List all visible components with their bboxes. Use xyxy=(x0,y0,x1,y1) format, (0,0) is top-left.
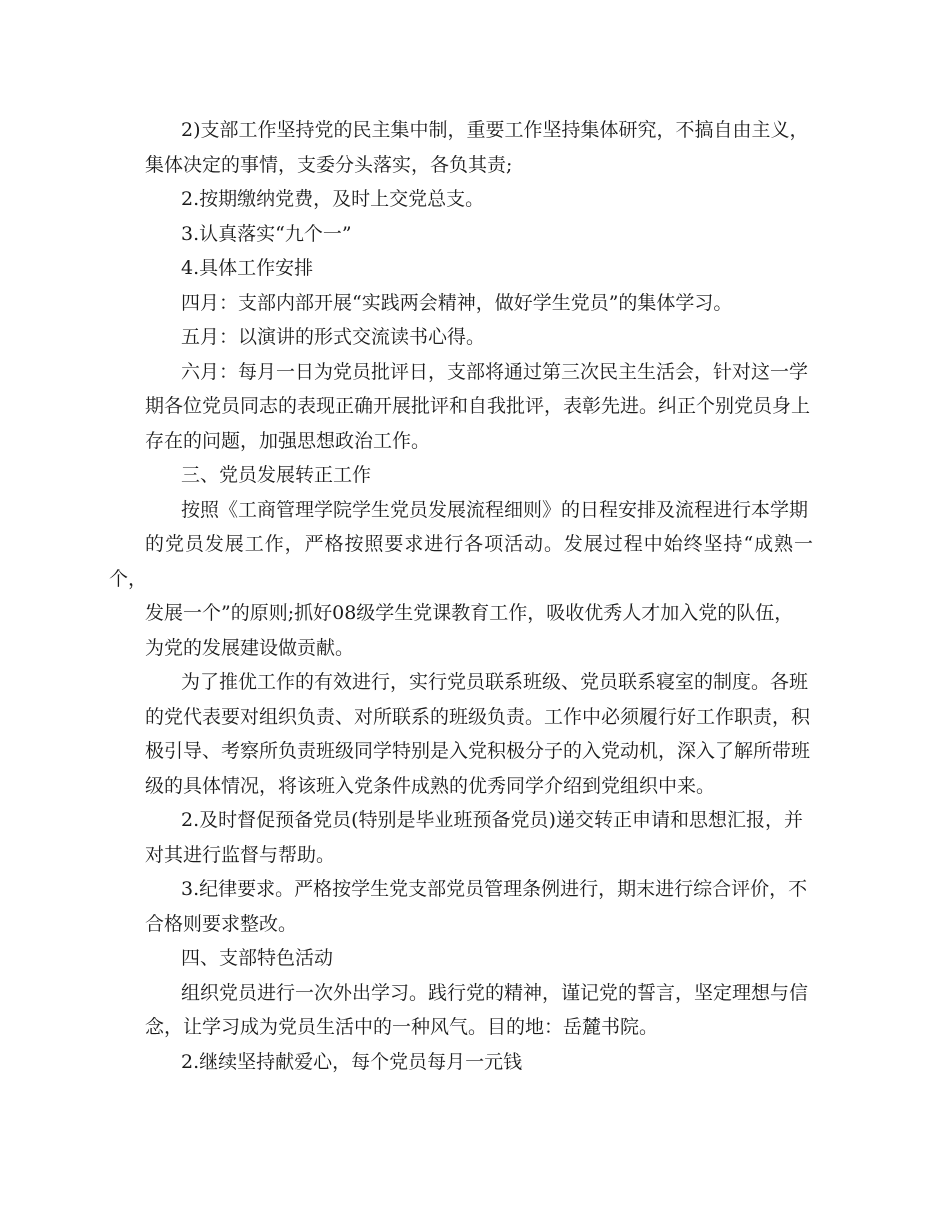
paragraph-line: 为党的发展建设做贡献。 xyxy=(145,636,355,659)
paragraph-april xyxy=(145,286,813,321)
paragraph-democratic-centralism xyxy=(145,113,813,182)
section-heading-special-activities xyxy=(145,941,813,976)
paragraph-line: 2.继续坚持献爱心，每个党员每月一元钱 xyxy=(181,1050,523,1073)
paragraph-line: 极引导、考察所负责班级同学特别是入党积极分子的入党动机，深入了解所带班 xyxy=(145,740,811,762)
paragraph-recommendation xyxy=(145,665,813,803)
paragraph-line: 2)支部工作坚持党的民主集中制，重要工作坚持集体研究，不搞自由主义， xyxy=(181,119,809,141)
paragraph-line: 组织党员进行一次外出学习。践行党的精神，谨记党的誓言，坚定理想与信 xyxy=(181,981,809,1004)
paragraph-line: 按照《工商管理学院学生党员发展流程细则》的日程安排及流程进行本学期 xyxy=(181,498,809,521)
paragraph-line: 4.具体工作安排 xyxy=(181,257,314,279)
paragraph-line: 存在的问题，加强思想政治工作。 xyxy=(145,429,431,452)
paragraph-line: 发展一个”的原则;抓好08级学生党课教育工作，吸收优秀人才加入党的队伍， xyxy=(145,602,794,624)
paragraph-line: 念，让学习成为党员生活中的一种风气。目的地：岳麓书院。 xyxy=(145,1016,659,1038)
paragraph-line: 四月：支部内部开展“实践两会精神，做好学生党员”的集体学习。 xyxy=(181,291,733,314)
paragraph-line: 的党员发展工作，严格按照要求进行各项活动。发展过程中始终坚持“成熟一个， xyxy=(109,533,813,590)
paragraph-line: 的党代表要对组织负责、对所联系的班级负责。工作中必须履行好工作职责，积 xyxy=(145,705,811,728)
paragraph-party-dues xyxy=(145,182,813,217)
paragraph-field-study xyxy=(145,976,813,1045)
paragraph-line: 期各位党员同志的表现正确开展批评和自我批评，表彰先进。纠正个别党员身上 xyxy=(145,395,811,417)
paragraph-charity xyxy=(145,1045,813,1080)
paragraph-may xyxy=(145,320,813,355)
paragraph-line: 三、党员发展转正工作 xyxy=(181,464,372,486)
paragraph-line: 为了推优工作的有效进行，实行党员联系班级、党员联系寝室的制度。各班 xyxy=(181,671,809,693)
section-heading-member-development xyxy=(145,458,813,493)
paragraph-line: 五月：以演讲的形式交流读书心得。 xyxy=(181,326,486,348)
paragraph-work-arrangement xyxy=(145,251,813,286)
paragraph-line: 四、支部特色活动 xyxy=(181,947,334,969)
paragraph-line: 对其进行监督与帮助。 xyxy=(145,843,336,866)
paragraph-line: 2.按期缴纳党费，及时上交党总支。 xyxy=(181,188,485,210)
paragraph-line: 六月：每月一日为党员批评日，支部将通过第三次民主生活会，针对这一学 xyxy=(181,360,809,383)
paragraph-discipline xyxy=(145,872,813,941)
paragraph-line: 3.认真落实“九个一” xyxy=(181,222,352,245)
paragraph-line: 集体决定的事情，支委分头落实，各负其责; xyxy=(145,153,513,176)
paragraph-probationary-members xyxy=(145,803,813,872)
paragraph-line: 级的具体情况，将该班入党条件成熟的优秀同学介绍到党组织中来。 xyxy=(145,774,716,797)
paragraph-line: 合格则要求整改。 xyxy=(145,912,298,935)
paragraph-nine-ones xyxy=(145,217,813,252)
paragraph-june xyxy=(145,355,813,459)
document-body xyxy=(109,113,813,1079)
paragraph-line: 2.及时督促预备党员(特别是毕业班预备党员)递交转正申请和思想汇报，并 xyxy=(181,809,803,831)
paragraph-line: 3.纪律要求。严格按学生党支部党员管理条例进行，期末进行综合评价，不 xyxy=(181,878,808,900)
paragraph-development-process xyxy=(109,493,813,666)
